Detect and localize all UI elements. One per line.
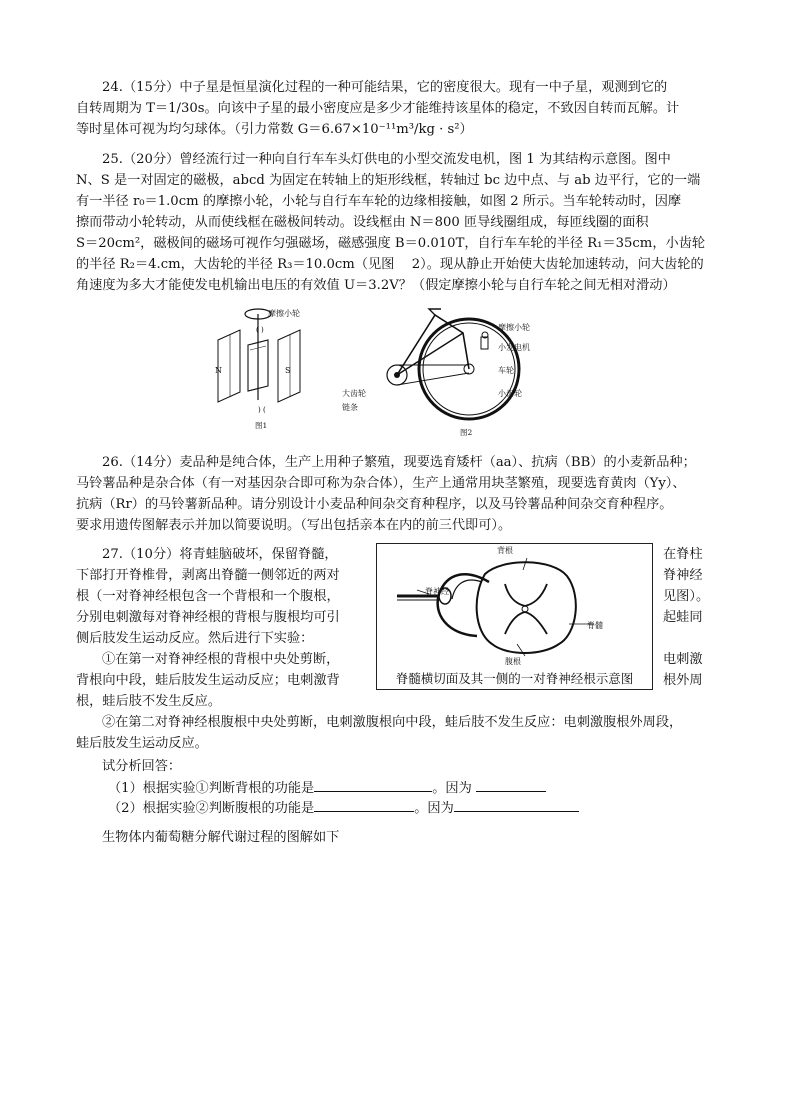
q27-line-3: 根（一对脊神经根包含一个背根和一个腹根， (76, 589, 340, 604)
q24-line-2: 自转周期为 T＝1/30s。向该中子星的最小密度应是多少才能维持该星体的稳定，不致因自转而瓦解。计 (76, 101, 680, 116)
lbl-spinal-nerve: 脊神经 (425, 587, 449, 596)
q27-right-6: 电刺激 (663, 652, 703, 667)
fig1-title: 图1 (255, 421, 268, 430)
answer-2-prompt: （2）根据实验②判断腹根的功能是 (108, 801, 315, 816)
q27-line-6: ①在第一对脊神经根的背根中央处剪断， (102, 652, 340, 667)
q27-right-3: 见图）。 (663, 589, 710, 604)
lbl-spinal-cord: 脊髓 (587, 621, 603, 630)
q27-line-1: 27.（10分）将青蛙脑破坏，保留脊髓， (102, 547, 338, 562)
fig2-title: 图2 (460, 428, 473, 437)
q27-answer-1 (108, 777, 546, 799)
answer-2-function-blank[interactable] (314, 797, 414, 812)
q27-right-2: 脊神经 (663, 568, 703, 583)
q27-line-2: 下部打开脊椎骨，剥离出脊髓一侧邻近的两对 (76, 568, 340, 583)
q25-line-4: 擦而带动小轮转动，从而使线框在磁极间转动。设线框由 N＝800 匝导线圈组成，每匝线圈的面积 (76, 215, 649, 230)
q27-right-7: 根外周 (663, 673, 703, 688)
q26-line-4: 要求用遗传图解表示并加以简要说明。（写出包括亲本在内的前三代即可）。 (76, 518, 512, 533)
q27-right-4: 起蛙同 (663, 610, 703, 625)
q26-line-2: 马铃薯品种是杂合体（有一对基因杂合即可称为杂合体），生产上通常用块茎繁殖，现要选育黄肉（Yy）、 (76, 476, 686, 491)
q27-answer-2 (108, 797, 579, 819)
q24-line-1: 24.（15分）中子星是恒星演化过程的一种可能结果，它的密度很大。现有一中子星，观测到它的 (102, 80, 668, 95)
q25-line-5: S＝20cm²，磁极间的磁场可视作匀强磁场，磁感强度 B＝0.010T，自行车车轮的半径 R₁＝35cm，小齿轮 (76, 236, 706, 251)
q27-line-4: 分别电刺激每对脊神经根的背根与腹根均可引 (76, 610, 340, 625)
fig1-pole-n-label: N (215, 366, 222, 375)
answer-1-prompt: （1）根据实验①判断背根的功能是 (108, 781, 315, 796)
q26-line-3: 抗病（Rr）的马铃薯新品种。请分别设计小麦品种间杂交育种程序，以及马铃薯品种间杂交育种程序。 (76, 497, 673, 512)
fig2-chain-label: 链条 (342, 403, 358, 412)
svg-text:( ): ( ) (256, 326, 264, 334)
q24-line-3: 等时星体可视为均匀球体。（引力常数 G＝6.67×10⁻¹¹m³/kg · s²） (76, 122, 473, 137)
answer-2-reason-blank[interactable] (454, 797, 579, 812)
lbl-dorsal-root: 背根 (497, 546, 513, 555)
fig2-generator-label: 小发电机 (498, 343, 530, 352)
answer-1-because: 。因为 (432, 781, 472, 796)
q27-line-d: 蛙后肢发生运动反应。 (76, 736, 208, 751)
fig2-big-gear-label: 大齿轮 (342, 389, 366, 398)
fig1-friction-wheel-label: 摩擦小轮 (268, 309, 300, 318)
fig2-small-gear-label: 小齿轮 (498, 389, 522, 398)
q25-line-3: 有一半径 r₀＝1.0cm 的摩擦小轮，小轮与自行车车轮的边缘相接触，如图 2 所示。当车轮转动时，因摩 (76, 194, 682, 209)
q25-line-1: 25.（20分）曾经流行过一种向自行车车头灯供电的小型交流发电机，图 1 为其结构示意图。图中 (102, 152, 671, 167)
fig2-friction-wheel-label: 摩擦小轮 (498, 323, 530, 332)
svg-text:) (: ) ( (258, 406, 266, 414)
lbl-ventral-root: 腹根 (505, 657, 521, 666)
q27-line-c: ②在第二对脊神经根腹根中央处剪断，电刺激腹根向中段，蛙后肢不发生反应：电刺激腹根外周段， (102, 715, 683, 730)
diagram-caption: 脊髓横切面及其一侧的一对脊神经根示意图 (395, 671, 634, 686)
q27-right-1: 在脊柱 (663, 547, 703, 562)
q25-line-2: N、S 是一对固定的磁极，abcd 为固定在转轴上的矩形线框，转轴过 bc 边中点、与 ab 边平行，它的一端 (76, 173, 701, 188)
q25-line-7: 角速度为多大才能使发电机输出电压的有效值 U＝3.2V？（假定摩擦小轮与自行车轮之间无相对滑动） (76, 278, 676, 293)
fig1-pole-s-label: S (285, 366, 291, 375)
q27-line-7: 背根向中段，蛙后肢发生运动反应；电刺激背 (76, 673, 340, 688)
fig2-wheel-label: 车轮 (498, 366, 514, 375)
tail-line: 生物体内葡萄糖分解代谢过程的图解如下 (102, 830, 340, 845)
q27-line-8: 根，蛙后肢不发生反应。 (76, 694, 222, 709)
answer-2-because: 。因为 (414, 801, 454, 816)
figure-1-generator (210, 300, 320, 430)
q25-line-6: 的半径 R₂＝4.cm，大齿轮的半径 R₃＝10.0cm（见图 2）。现从静止开始使大齿轮加速转动，问大齿轮的 (76, 257, 704, 272)
answer-1-reason-blank[interactable] (476, 777, 546, 792)
q27-line-5: 侧后肢发生运动反应。然后进行下实验： (76, 631, 314, 646)
spinal-cord-drawing (377, 544, 652, 669)
answer-1-function-blank[interactable] (314, 777, 432, 792)
q27-try: 试分析回答： (102, 759, 182, 774)
spinal-cord-diagram (376, 543, 653, 690)
q26-line-1: 26.（14分）麦品种是纯合体，生产上用种子繁殖，现要选育矮杆（aa）、抗病（BB）的小麦新品种； (102, 455, 696, 470)
